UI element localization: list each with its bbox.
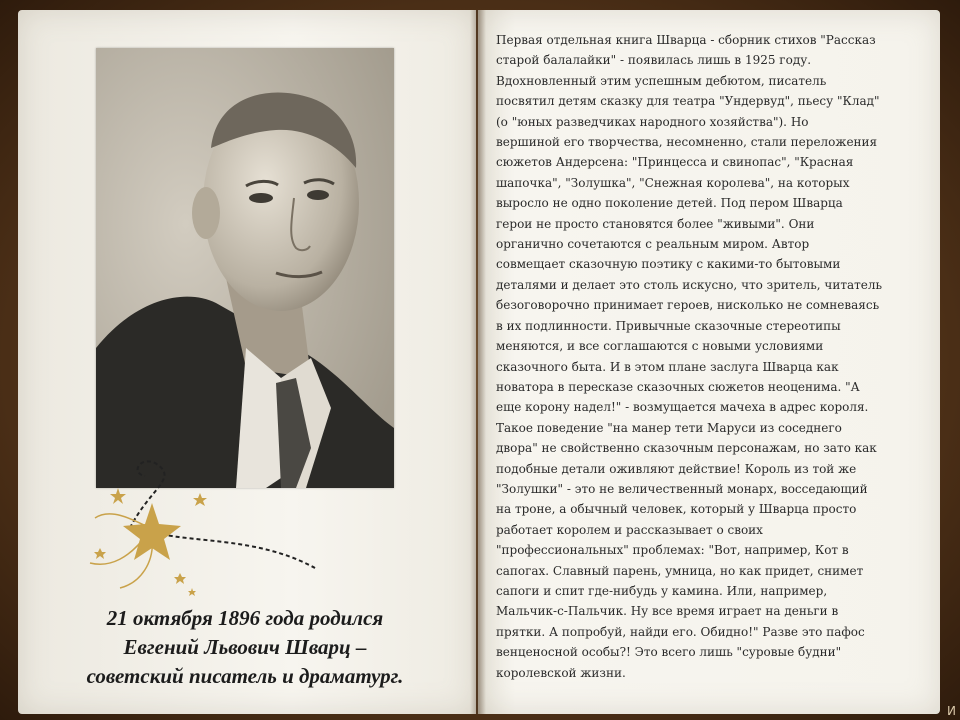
text-line: подобные детали оживляют действие! Король из той же bbox=[496, 461, 857, 476]
text-line: посвятил детям сказку для театра "Ундервуд", пьесу "Клад" bbox=[496, 94, 880, 109]
caption bbox=[40, 604, 450, 691]
text-line: Такое поведение "на манер тети Маруси из соседнего bbox=[496, 420, 842, 435]
text-line: сапогах. Славный парень, умница, но как придет, снимет bbox=[496, 563, 864, 578]
text-line: королевской жизни. bbox=[496, 665, 626, 680]
text-line: Первая отдельная книга Шварца - сборник стихов "Рассказ bbox=[496, 33, 876, 47]
text-line: выросло не одно поколение детей. Под пером Шварца bbox=[496, 196, 843, 211]
text-line: сказочного быта. И в этом плане заслуга Шварца как bbox=[496, 359, 839, 374]
text-line: сюжетов Андерсена: "Принцесса и свинопас", "Красная bbox=[496, 155, 854, 170]
text-line: старой балалайки" - появилась лишь в 1925 году. bbox=[496, 53, 812, 68]
text-line: органично сочетаются с реальным миром. Автор bbox=[496, 237, 810, 252]
text-line: Вдохновленный этим успешным дебютом, писатель bbox=[496, 73, 827, 88]
portrait-image bbox=[96, 48, 394, 488]
article-text bbox=[496, 30, 928, 683]
text-line: "Золушки" - это не величественный монарх, восседающий bbox=[496, 481, 868, 496]
text-line: "профессиональных" проблемах: "Вот, например, Кот в bbox=[496, 543, 849, 558]
text-line: герои не просто становятся более "живыми". Они bbox=[496, 216, 815, 231]
text-line: на троне, а обычный человек, который у Шварца просто bbox=[496, 502, 857, 517]
caption-line: Евгений Львович Шварц – bbox=[123, 635, 367, 659]
text-line: в их подлинности. Привычные сказочные стереотипы bbox=[496, 318, 841, 333]
text-line: деталями и делает это столь искусно, что зритель, читатель bbox=[496, 277, 883, 292]
book-spine bbox=[470, 10, 486, 714]
text-line: прятки. А попробуй, найди его. Обидно!" Разве это пафос bbox=[496, 624, 865, 639]
text-line: двора" не свойственно сказочным персонажам, но зато как bbox=[496, 441, 877, 456]
text-line: венценосной особы?! Это всего лишь "суровые будни" bbox=[496, 645, 842, 660]
caption-line: советский писатель и драматург. bbox=[86, 664, 404, 688]
text-line: совмещает сказочную поэтику с какими-то бытовыми bbox=[496, 257, 841, 272]
corner-mark: И bbox=[947, 704, 956, 718]
text-line: новатора в пересказе сказочных сюжетов неоценима. "А bbox=[496, 379, 860, 394]
caption-line: 21 октября 1896 года родился bbox=[106, 606, 384, 630]
text-line: вершиной его творчества, несомненно, стали переложения bbox=[496, 135, 878, 150]
portrait-photo bbox=[96, 48, 394, 488]
text-line: шапочка", "Золушка", "Снежная королева", на которых bbox=[496, 175, 850, 190]
text-line: сапоги и спит где-нибудь у камина. Или, например, bbox=[496, 583, 828, 598]
text-line: Мальчик-с-Пальчик. Ну все время играет на деньги в bbox=[496, 604, 839, 619]
text-line: меняются, и все соглашаются с новыми условиями bbox=[496, 339, 824, 354]
text-line: работает королем и рассказывает о своих bbox=[496, 522, 763, 537]
text-line: еще корону надел!" - возмущается мачеха в адрес короля. bbox=[496, 400, 869, 415]
text-line: безоговорочно принимает героев, нисколько не сомневаясь bbox=[496, 298, 880, 313]
gold-star-swirl-icon bbox=[60, 448, 320, 598]
text-line: (о "юных разведчиках народного хозяйства"). Но bbox=[496, 114, 809, 129]
